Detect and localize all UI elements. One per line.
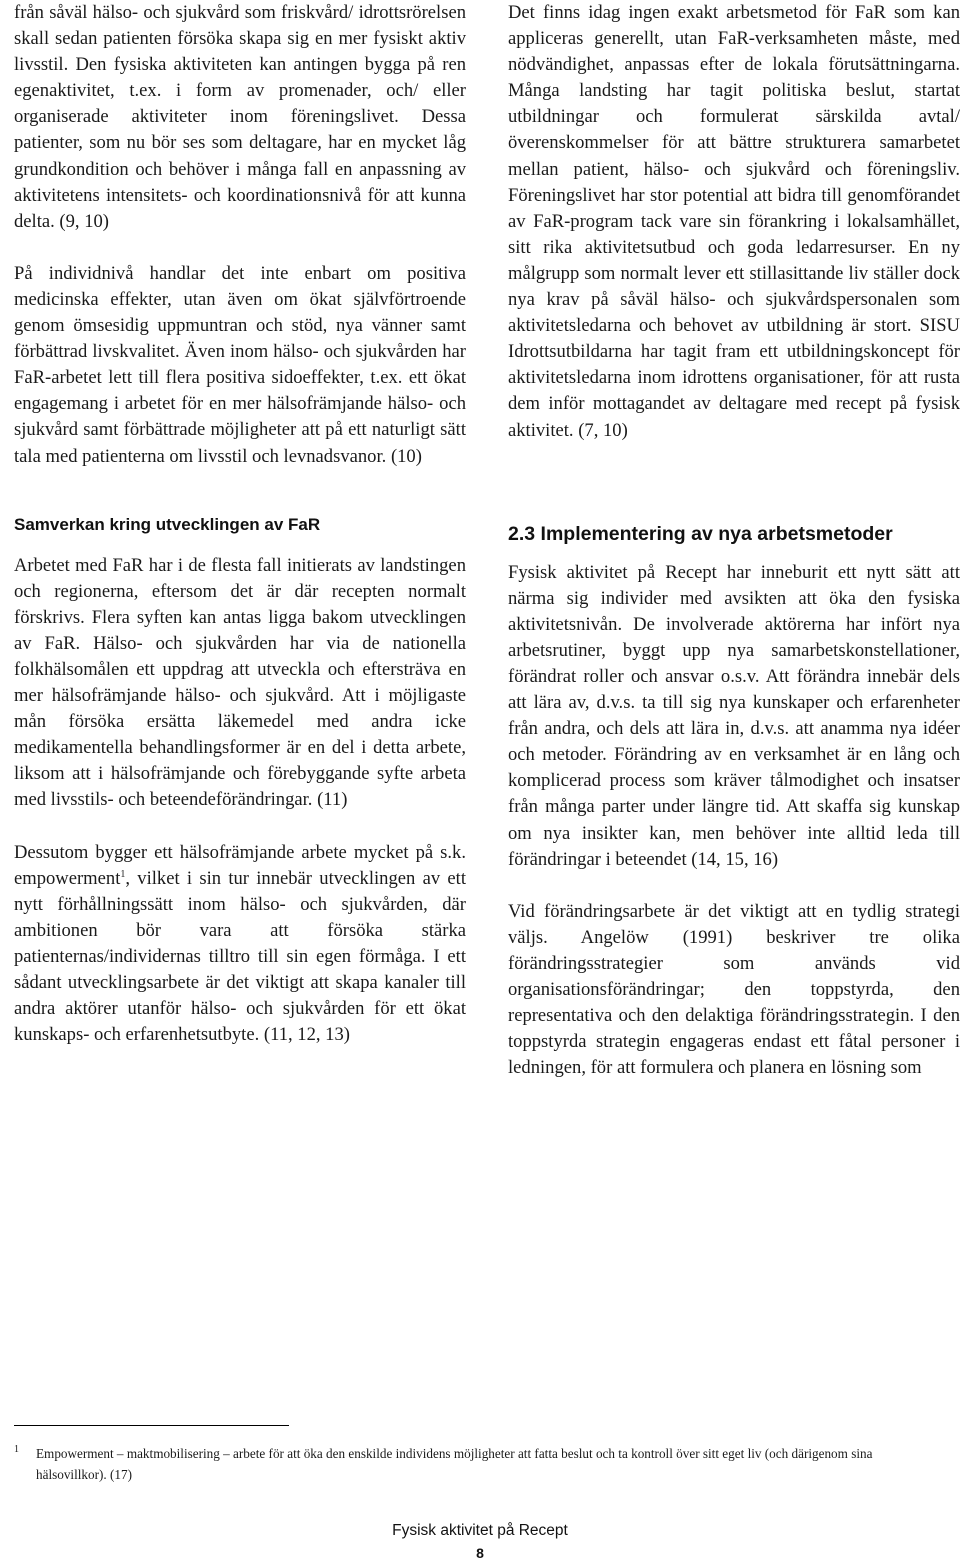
right-paragraph-3: Vid förändringsarbete är det viktigt att en tydlig strategi väljs. Angelöw (1991) beskriver tre olika förändringsstrategier som används vid organisationsförändringar; den toppstyrda, den representativa och den delaktiga förändringsstrategin. I den toppstyrda strategin engageras endast ett fåtal personer i ledningen, för att formulera och planera en lösning som (508, 900, 960, 1079)
right-paragraph-1: Det finns idag ingen exakt arbetsmetod för FaR som kan appliceras generellt, utan FaR-verksamheten måste, med nödvändighet, anpassas efter de lokala förutsättningarna. Många landsting har tagit politiska beslut, startat utbildningar och formulerat särskilda avtal/överenskommelser för att bättre strukturera samarbetet mellan patient, hälso- och sjukvård och föreningsliv. Föreningslivet har stor potential att bidra till genomförandet av FaR-program tack vare sin förankring i lokalsamhället, sitt rika aktivitetsutbud och goda ledarresurser. En ny målgrupp som normalt lever ett stillasittande liv ställer dock nya krav på såväl hälso- och sjukvårdspersonalen som aktivitetsledarna och behovet av utbildning är stort. SISU Idrottsutbildarna har tagit fram ett utbildningskoncept för aktivitetsledarna inom idrottens organisationer, för att rusta dem inför mottagandet av deltagare med recept på fysisk aktivitet. (7, 10) (508, 2, 960, 441)
page-number: 8 (476, 1545, 484, 1561)
left-paragraph-4 (14, 840, 466, 1049)
footer-title: Fysisk aktivitet på Recept (392, 1522, 568, 1539)
left-paragraph-1: från såväl hälso- och sjukvård som friskvård/ idrottsrörelsen skall sedan patienten försöka skapa sig en mer fysiskt aktiv livsstil. Den fysiska aktiviteten kan antingen bygga på ren egenaktivitet, t.ex. i form av promenader, och/ eller organiserade aktiviteter inom föreningslivet. Dessa patienter, som nu bör ses som deltagare, har en mycket låg grundkondition och behöver i många fall en anpassning av aktivitetens intensitets- och koordinationsnivå för att kunna delta. (9, 10) (14, 2, 466, 232)
left-paragraph-3: Arbetet med FaR har i de flesta fall initierats av landstingen och regionerna, eftersom det är där recepten normalt förskrivs. Flera syften kan antas ligga bakom utvecklingen av FaR. Hälso- och sjukvården har via de nationella folkhälsomålen ett uppdrag att utveckla och eftersträva en mer hälsofrämjande hälso- och sjukvård. Att i möjligaste mån försöka ersätta läkemedel med andra icke medikamentella behandlingsformer är en del i detta arbete, liksom att i hälsofrämjande och förebyggande syfte arbeta med livsstils- och beteendeförändringar. (11) (14, 554, 466, 811)
footnote (14, 1443, 944, 1485)
section-heading-implementering: 2.3 Implementering av nya arbetsmetoder (508, 522, 893, 545)
right-column (508, 0, 960, 1081)
left-paragraph-4-end: , vilket i sin tur innebär utvecklingen av ett nytt förhållningssätt inom hälso- och sjukvården, där ambitionen bör vara att försöka stärka patienternas/individernas tilltro till sin egen förmåga. I ett sådant utvecklingsarbete är det viktigt att skapa kanaler till andra aktörer utanför hälso- och sjukvården för ett ökat kunskaps- och erfarenhetsutbyte. (11, 12, 13) (14, 867, 466, 1046)
footnote-mark: 1 (14, 1444, 19, 1455)
section-heading-samverkan: Samverkan kring utvecklingen av FaR (14, 514, 321, 534)
footnote-reference[interactable]: 1 (120, 868, 126, 880)
footnote-divider (14, 1425, 289, 1426)
left-column (14, 0, 466, 1048)
left-paragraph-2: På individnivå handlar det inte enbart om positiva medicinska effekter, utan även om ökat självförtroende genom ömsesidig uppmuntran och stöd, nya vänner samt förbättrad livskvalitet. Även inom hälso- och sjukvården har FaR-arbetet lett till flera positiva sidoeffekter, t.ex. ett ökat engagemang i arbetet för en mer hälsofrämjande hälso- och sjukvård samt förbättrade möjligheter att på ett naturligt sätt tala med patienterna om livsstil och levnadsvanor. (10) (14, 262, 466, 467)
footnote-text: Empowerment – maktmobilisering – arbete för att öka den enskilde individens möjligheter att fatta beslut och ta kontroll över sitt eget liv (och därigenom sina hälsovillkor). (17) (36, 1446, 873, 1482)
left-paragraph-4-start: Dessutom bygger ett hälsofrämjande arbete mycket på s.k. empowerment (14, 841, 466, 889)
right-paragraph-2: Fysisk aktivitet på Recept har inneburit ett nytt sätt att närma sig individer med avsikten att öka den fysiska aktivitetsnivån. De involverade aktörerna har infört nya arbetsrutiner, byggt upp nya samarbetskonstellationer, förändrat roller och ansvar o.s.v. Att förändra innebär dels att lära av, d.v.s. ta till sig nya kunskaper och erfarenheter från andra, och dels att lära in, d.v.s. att anamma nya idéer och metoder. Förändring av en verksamhet är en lång och komplicerad process som kräver tålmodighet och insatser från många parter under längre tid. Att skaffa sig kunskap om nya insikter kan, men behöver inte alltid leda till förändringar i beteendet (14, 15, 16) (508, 561, 960, 870)
